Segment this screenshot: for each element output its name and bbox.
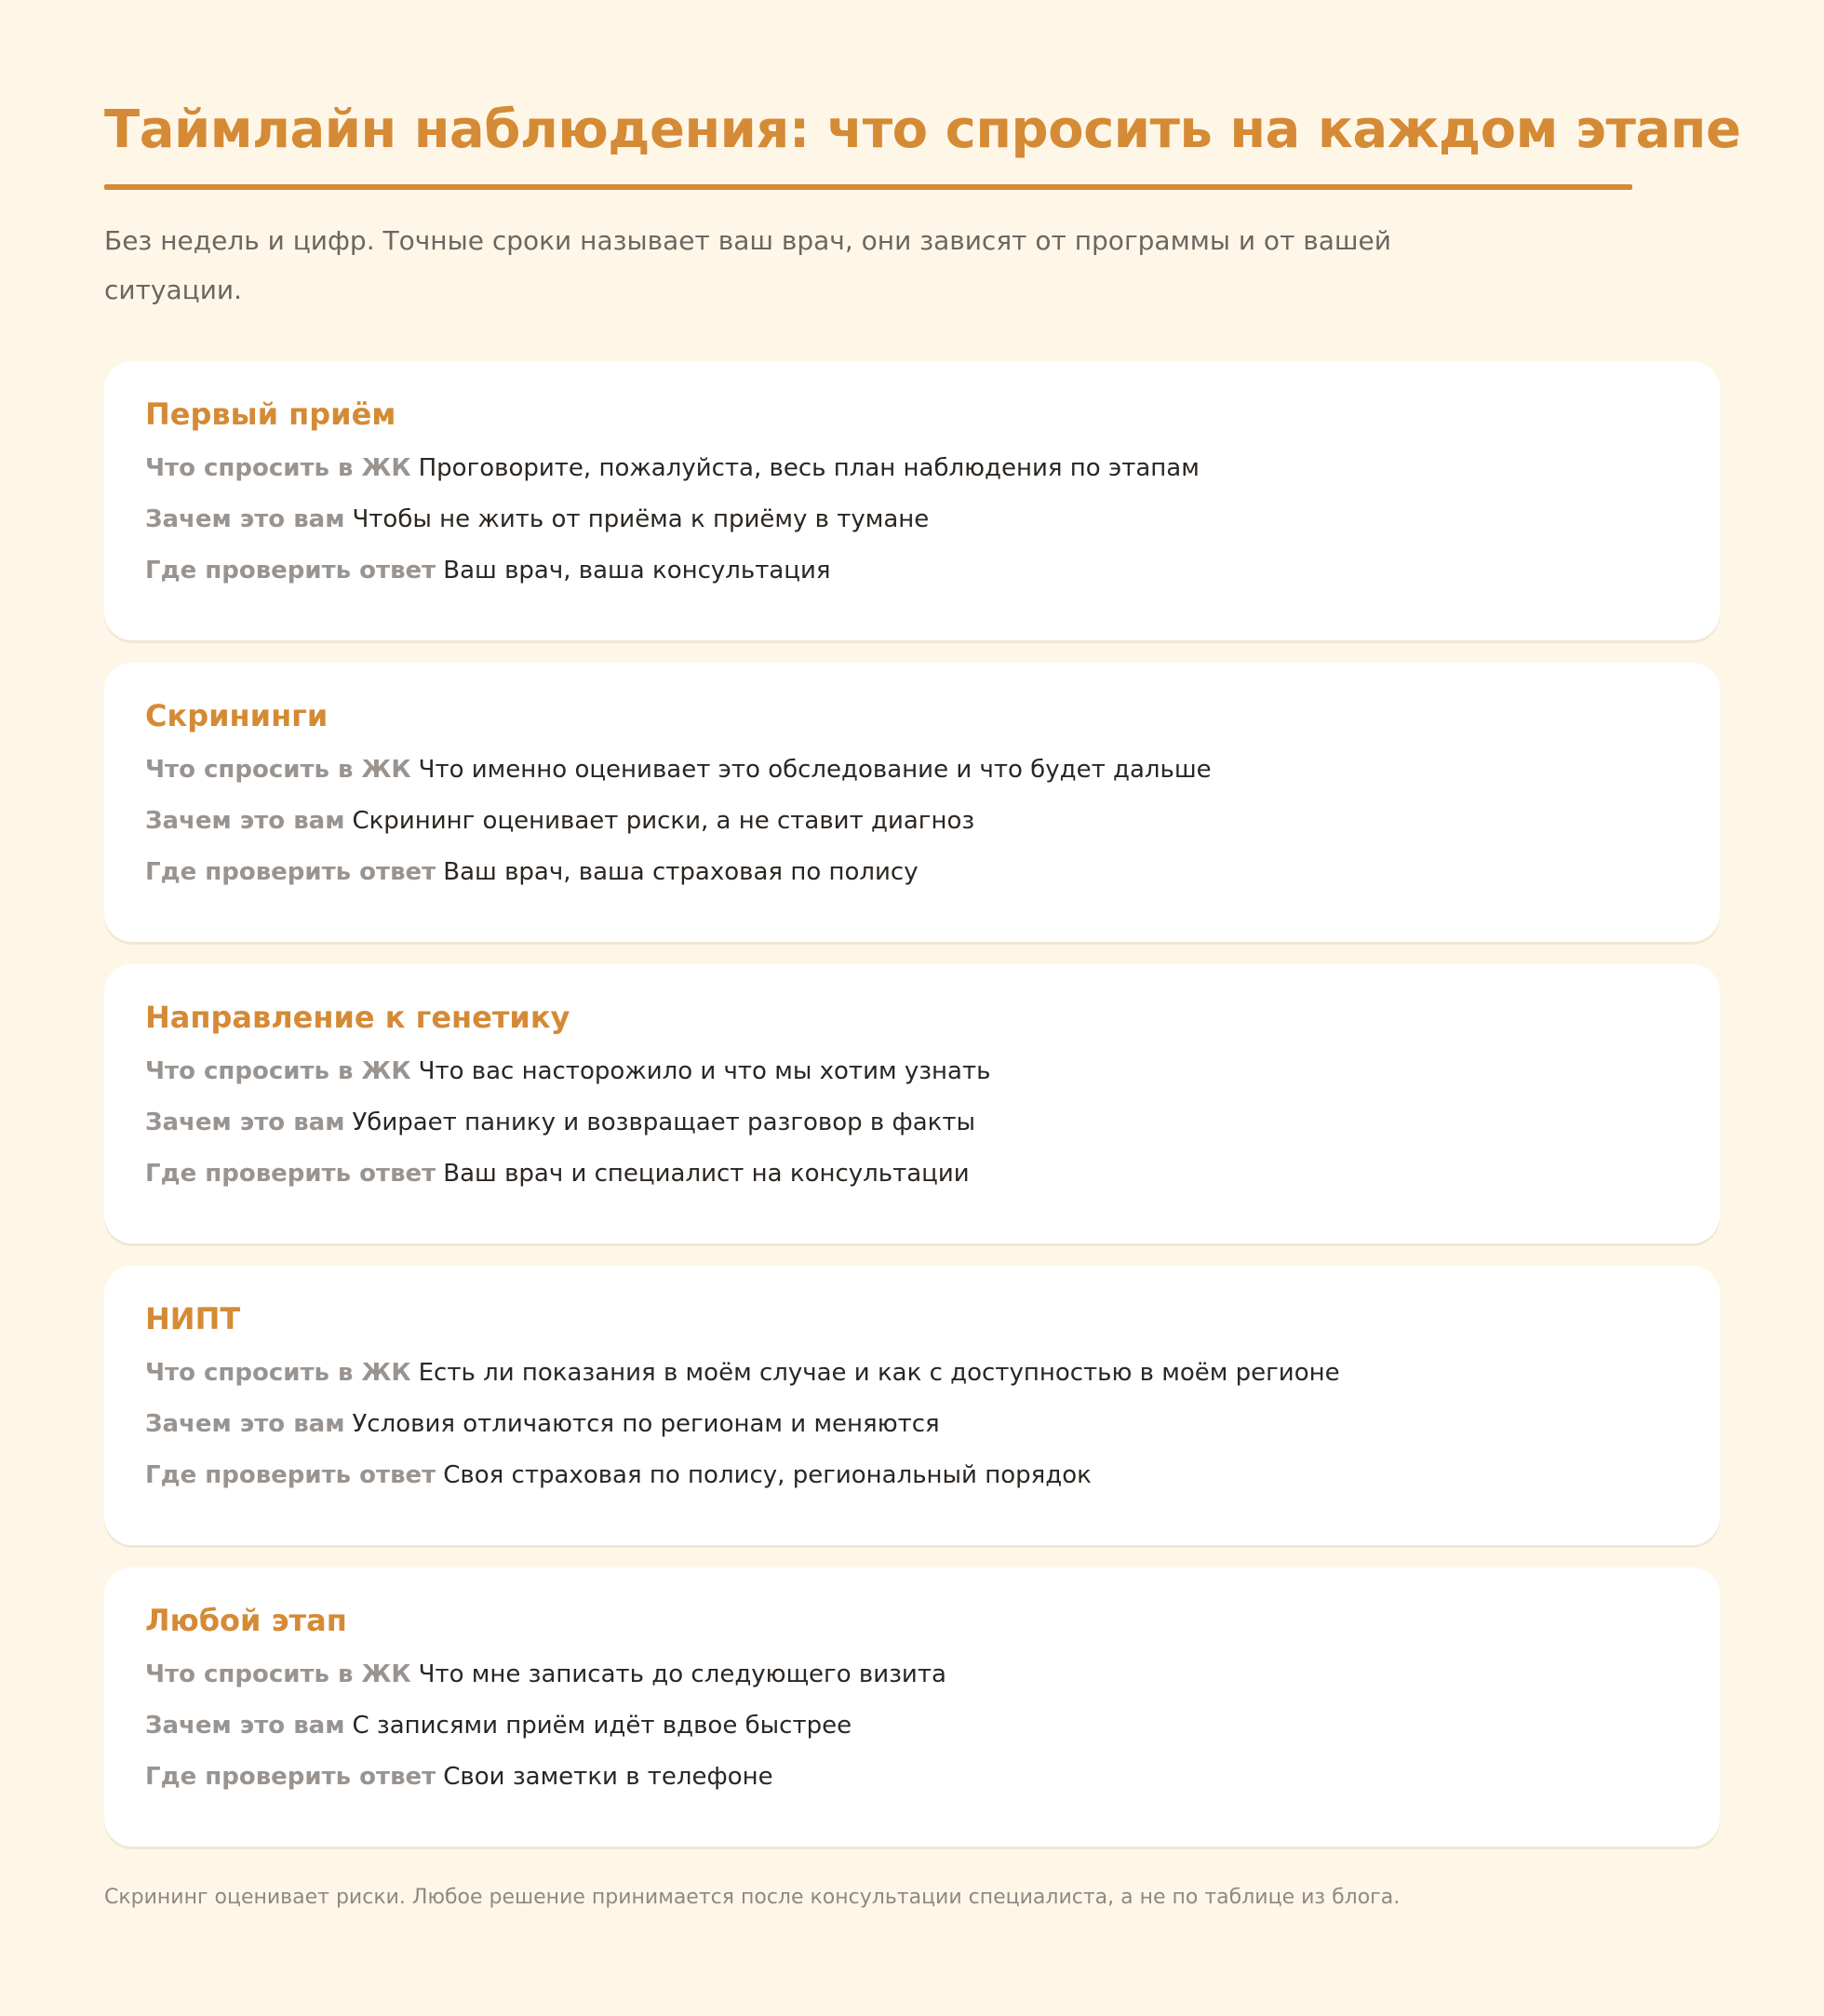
stage-ask-row xyxy=(145,452,1679,504)
ask-text: Проговорите, пожалуйста, весь план наблюдения по этапам xyxy=(418,454,1200,482)
ask-label: Что спросить в ЖК xyxy=(145,1660,411,1688)
ask-label: Что спросить в ЖК xyxy=(145,1359,411,1387)
page-subtitle: Без недель и цифр. Точные сроки называет ваш врач, они зависят от программы и от вашей ситуации. xyxy=(104,225,1391,305)
ask-text: Что мне записать до следующего визита xyxy=(418,1660,946,1688)
ask-label: Что спросить в ЖК xyxy=(145,1057,411,1085)
stage-why-row xyxy=(145,504,1679,555)
stage-why-row xyxy=(145,1408,1679,1459)
check-label: Где проверить ответ xyxy=(145,1461,436,1489)
check-text: Ваш врач и специалист на консультации xyxy=(443,1160,970,1188)
stage-title: Направление к генетику xyxy=(145,1000,570,1035)
check-text: Ваш врач, ваша консультация xyxy=(443,557,831,585)
stage-why-row xyxy=(145,1710,1679,1761)
why-text: Чтобы не жить от приёма к приёму в тумане xyxy=(352,505,930,533)
check-label: Где проверить ответ xyxy=(145,858,436,886)
stage-card-screenings xyxy=(104,663,1720,942)
stage-title: НИПТ xyxy=(145,1301,241,1337)
stage-card-genetics-referral xyxy=(104,964,1720,1243)
why-label: Зачем это вам xyxy=(145,807,345,835)
why-label: Зачем это вам xyxy=(145,1109,345,1136)
stage-check-row xyxy=(145,856,1679,907)
ask-text: Что именно оценивает это обследование и что будет дальше xyxy=(418,756,1212,784)
stage-check-row xyxy=(145,1761,1679,1812)
ask-text: Что вас насторожило и что мы хотим узнать xyxy=(418,1057,991,1085)
why-label: Зачем это вам xyxy=(145,1410,345,1438)
stage-check-row xyxy=(145,555,1679,606)
stage-title: Скрининги xyxy=(145,698,329,733)
why-label: Зачем это вам xyxy=(145,1712,345,1740)
stage-ask-row xyxy=(145,1357,1679,1408)
stage-card-nipt xyxy=(104,1266,1720,1545)
check-label: Где проверить ответ xyxy=(145,1763,436,1791)
title-underline xyxy=(104,184,1632,190)
page-title: Таймлайн наблюдения: что спросить на каждом этапе xyxy=(104,100,1741,160)
stage-ask-row xyxy=(145,1659,1679,1710)
stage-card-any-stage xyxy=(104,1567,1720,1847)
stage-ask-row xyxy=(145,1055,1679,1107)
check-text: Ваш врач, ваша страховая по полису xyxy=(443,858,919,886)
why-label: Зачем это вам xyxy=(145,505,345,533)
check-text: Свои заметки в телефоне xyxy=(443,1763,773,1791)
check-label: Где проверить ответ xyxy=(145,1160,436,1188)
footnote: Скрининг оценивает риски. Любое решение принимается после консультации специалиста, а не по таблице из блога. xyxy=(104,1886,1401,1909)
ask-label: Что спросить в ЖК xyxy=(145,454,411,482)
stage-ask-row xyxy=(145,754,1679,805)
check-label: Где проверить ответ xyxy=(145,557,436,585)
ask-text: Есть ли показания в моём случае и как с доступностью в моём регионе xyxy=(418,1359,1340,1387)
stage-check-row xyxy=(145,1459,1679,1511)
why-text: С записями приём идёт вдвое быстрее xyxy=(352,1712,852,1740)
stage-why-row xyxy=(145,1107,1679,1158)
stage-title: Первый приём xyxy=(145,396,396,432)
check-text: Своя страховая по полису, региональный порядок xyxy=(443,1461,1092,1489)
stage-title: Любой этап xyxy=(145,1603,347,1638)
stage-check-row xyxy=(145,1158,1679,1209)
stage-card-first-visit xyxy=(104,361,1720,640)
stage-why-row xyxy=(145,805,1679,856)
why-text: Скрининг оценивает риски, а не ставит диагноз xyxy=(352,807,975,835)
why-text: Убирает панику и возвращает разговор в факты xyxy=(352,1109,976,1136)
stage-list xyxy=(104,361,1720,1869)
ask-label: Что спросить в ЖК xyxy=(145,756,411,784)
why-text: Условия отличаются по регионам и меняются xyxy=(352,1410,940,1438)
